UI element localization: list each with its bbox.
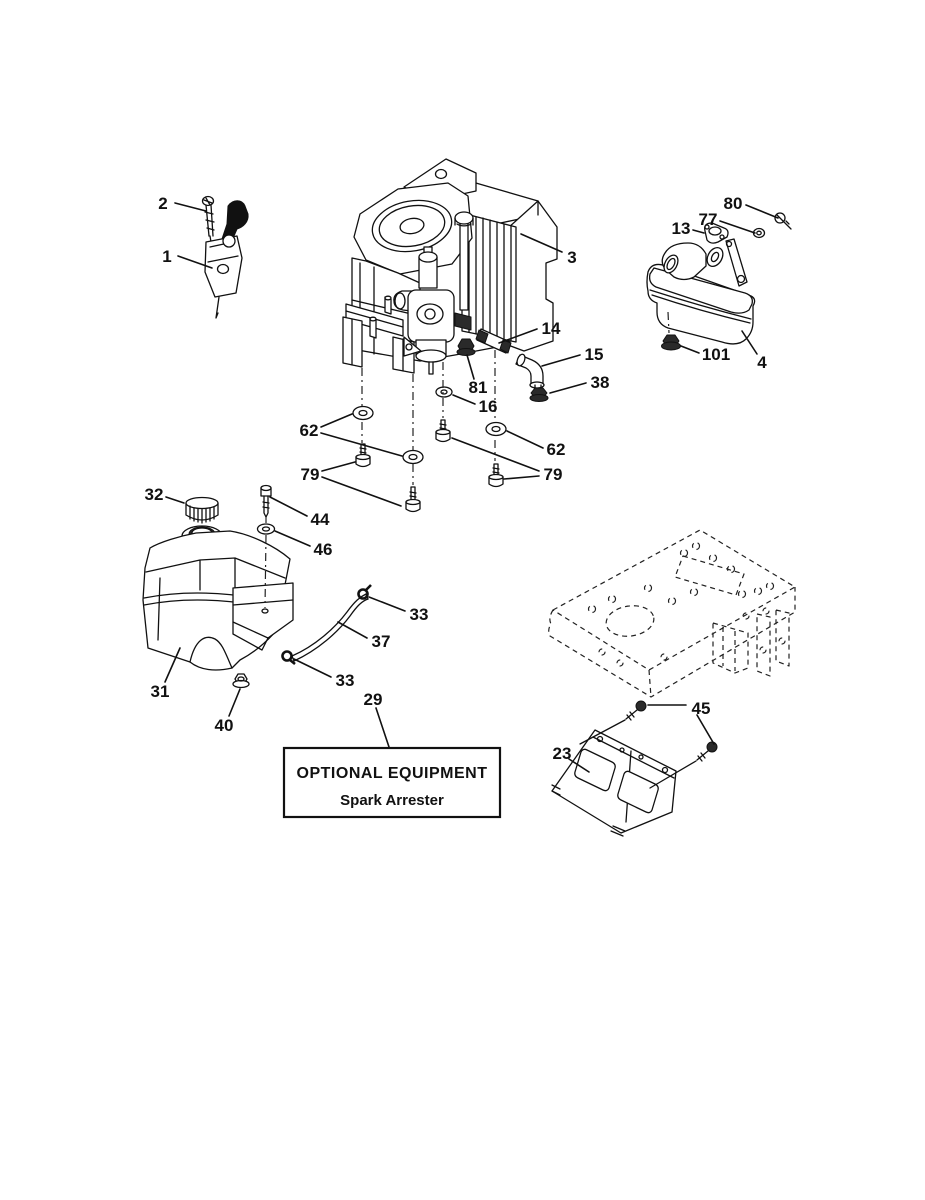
bolt-44 (261, 486, 271, 518)
bolt-79-c (436, 420, 450, 442)
washer-62-c (486, 423, 506, 436)
callout-79-right: 79 (543, 465, 563, 484)
callout-38: 38 (590, 373, 610, 392)
bolt-80 (775, 213, 791, 229)
washer-16 (436, 387, 452, 397)
muffler-body (647, 239, 755, 344)
muffler-inlet-flange (704, 245, 726, 269)
bolt-79-d (489, 464, 503, 487)
heat-shield-group (552, 701, 717, 836)
fuel-cap-32 (186, 498, 218, 524)
callout-4: 4 (757, 353, 767, 372)
fuel-tank-group (143, 486, 371, 688)
callout-31: 31 (150, 682, 170, 701)
callout-14: 14 (541, 319, 561, 338)
callout-62-left: 62 (299, 421, 319, 440)
callout-16: 16 (478, 397, 498, 416)
fuel-line-37 (292, 594, 368, 661)
callout-33-lower: 33 (335, 671, 355, 690)
callout-44: 44 (310, 510, 330, 529)
nut-40 (233, 674, 249, 688)
callout-3: 3 (567, 248, 577, 267)
callout-37: 37 (371, 632, 391, 651)
callout-23: 23 (552, 744, 572, 763)
callout-15: 15 (584, 345, 604, 364)
callout-33-upper: 33 (409, 605, 429, 624)
muffler-group (647, 213, 791, 350)
callout-45: 45 (691, 699, 711, 718)
callout-32: 32 (144, 485, 164, 504)
callout-29: 29 (363, 690, 383, 709)
optional-equipment-box (284, 748, 500, 817)
callout-40: 40 (214, 716, 234, 735)
nut-101 (662, 335, 681, 350)
callout-77: 77 (698, 210, 718, 229)
callout-79-left: 79 (300, 465, 320, 484)
throttle-control-group (203, 197, 249, 319)
bolt-79-b (406, 487, 420, 512)
callout-81: 81 (468, 378, 488, 397)
engine-group (343, 159, 557, 374)
washer-46 (258, 524, 275, 534)
callout-46: 46 (313, 540, 333, 559)
callout-80: 80 (723, 194, 743, 213)
chassis-reference (549, 530, 795, 697)
callout-13: 13 (671, 219, 691, 238)
washer-62-b (403, 451, 423, 464)
washer-62-a (353, 407, 373, 420)
callout-62-right: 62 (546, 440, 566, 459)
bolt-79-a (356, 444, 370, 467)
exhaust-elbow-15 (516, 353, 544, 388)
callout-1: 1 (162, 247, 172, 266)
callout-2: 2 (158, 194, 168, 213)
optional-equipment-subtitle: Spark Arrester (340, 792, 444, 809)
callout-101: 101 (701, 345, 731, 364)
optional-equipment-title: OPTIONAL EQUIPMENT (296, 765, 488, 782)
